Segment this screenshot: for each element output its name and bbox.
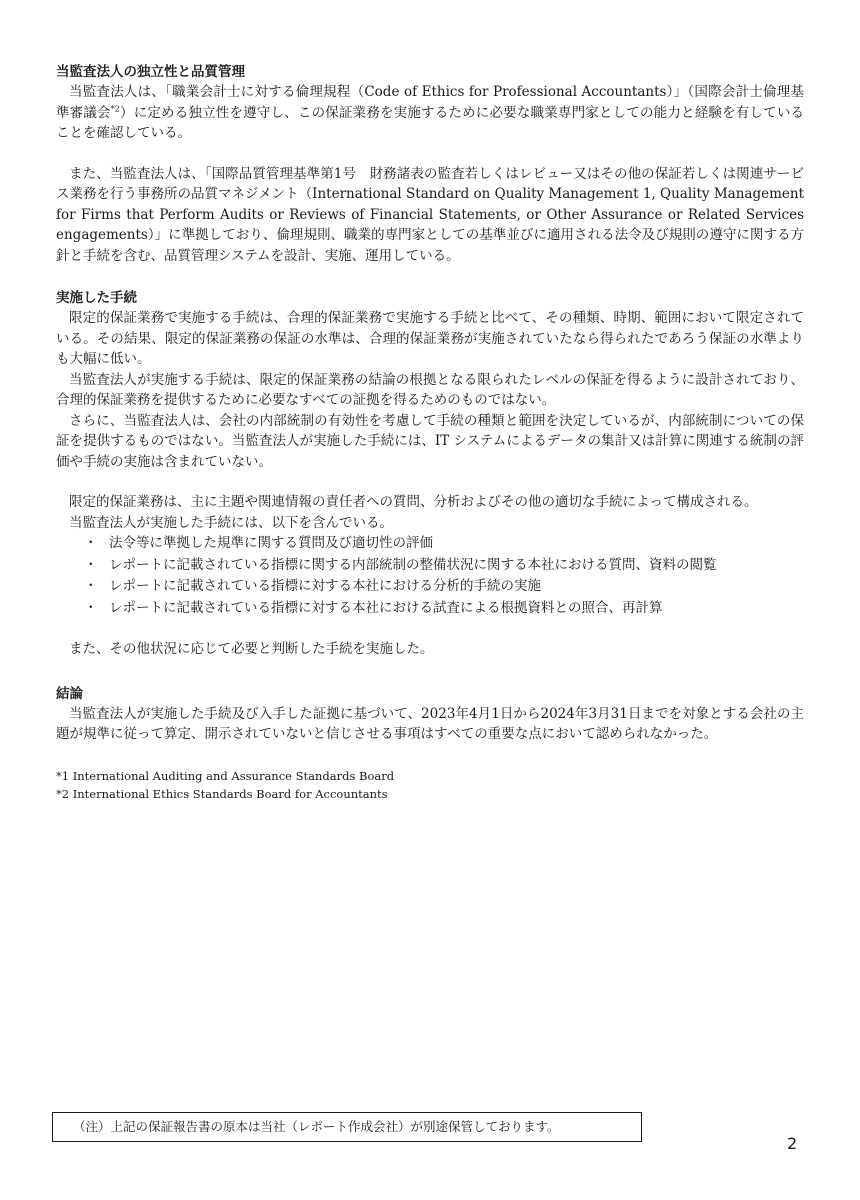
paragraph bbox=[56, 82, 804, 144]
paragraph: 限定的保証業務で実施する手続は、合理的保証業務で実施する手続と比べて、その種類、時期、範囲において限定されている。その結果、限定的保証業務の保証の水準は、合理的保証業務が実施されていたなら得られたであろう保証の水準よりも大幅に低い。 bbox=[56, 310, 804, 367]
spacer bbox=[56, 144, 804, 164]
list-item bbox=[84, 555, 804, 577]
footnotes bbox=[56, 767, 804, 803]
bullet-icon: ・ bbox=[84, 599, 98, 616]
page-number: 2 bbox=[787, 1134, 798, 1153]
paragraph: また、当監査法人は、「国際品質管理基準第1号 財務諸表の監査若しくはレビュー又はその他の保証若しくは関連サービス業務を行う事務所の品質マネジメント（International Standard on Quality Management 1, Quality Management for Firms that Perform Audits or Reviews of Financial Statements, or Other Assurance or Related Services engagements）」に準拠しており、倫理規則、職業的専門家としての基準並びに適用される法令及び規則の遵守に関する方針と手続を含む、品質管理システムを設計、実施、運用している。 bbox=[56, 165, 804, 264]
original-report-note: （注）上記の保証報告書の原本は当社（レポート作成会社）が別途保管しております。 bbox=[52, 1112, 642, 1142]
paragraph-text: 当監査法人は、「職業会計士に対する倫理規程（Code of Ethics for Professional Accountants）」（国際会計士倫理基準審議会 bbox=[56, 84, 804, 121]
list-item-text: レポートに記載されている指標に対する本社における試査による根拠資料との照合、再計算 bbox=[109, 599, 663, 616]
footnote: *2 International Ethics Standards Board for Accountants bbox=[56, 786, 388, 801]
bullet-icon: ・ bbox=[84, 535, 98, 551]
spacer bbox=[56, 472, 804, 492]
section-heading: 結論 bbox=[56, 685, 83, 702]
section-heading: 実施した手続 bbox=[56, 290, 137, 306]
spacer bbox=[56, 619, 804, 639]
paragraph: また、その他状況に応じて必要と判断した手続を実施した。 bbox=[69, 641, 434, 657]
list-item-text: 法令等に準拠した規準に関する質問及び適切性の評価 bbox=[109, 535, 433, 551]
paragraph: 当監査法人が実施する手続は、限定的保証業務の結論の根拠となる限られたレベルの保証を得るように設計されており、合理的保証業務を提供するために必要なすべての証拠を得るためのものではない。 bbox=[56, 371, 804, 408]
list-item bbox=[84, 533, 804, 555]
section-heading: 当監査法人の独立性と品質管理 bbox=[56, 64, 245, 80]
section-procedures bbox=[56, 288, 804, 660]
list-item bbox=[84, 598, 804, 620]
paragraph-text: ）に定める独立性を遵守し、この保証業務を実施するために必要な職業専門家としての能力と経験を有していることを確認している。 bbox=[56, 104, 804, 141]
bullet-icon: ・ bbox=[84, 578, 98, 594]
section-conclusion bbox=[56, 684, 804, 745]
footnote: *1 International Auditing and Assurance Standards Board bbox=[56, 768, 395, 783]
footnote-ref: *2 bbox=[110, 104, 120, 113]
paragraph: さらに、当監査法人は、会社の内部統制の有効性を考慮して手続の種類と範囲を決定しているが、内部統制についての保証を提供するものではない。当監査法人が実施した手続には、IT システムによるデータの集計又は計算に関連する統制の評価や手続の実施は含まれていない。 bbox=[56, 412, 804, 470]
paragraph: 当監査法人が実施した手続及び入手した証拠に基づいて、2023年4月1日から2024年3月31日までを対象とする会社の主題が規準に従って算定、開示されていないと信じさせる事項はすべての重要な点において認められなかった。 bbox=[56, 705, 804, 742]
list-item-text: レポートに記載されている指標に対する本社における分析的手続の実施 bbox=[109, 578, 541, 594]
paragraph: 当監査法人が実施した手続には、以下を含んでいる。 bbox=[69, 514, 393, 531]
list-item bbox=[84, 576, 804, 598]
list-item-text: レポートに記載されている指標に関する内部統制の整備状況に関する本社における質問、資料の閲覧 bbox=[109, 556, 717, 573]
paragraph: 限定的保証業務は、主に主題や関連情報の責任者への質問、分析およびその他の適切な手続によって構成される。 bbox=[69, 494, 758, 510]
bullet-icon: ・ bbox=[84, 556, 98, 573]
document-body bbox=[56, 62, 804, 803]
section-independence-quality bbox=[56, 62, 804, 266]
procedure-list bbox=[56, 533, 804, 619]
spacer bbox=[56, 660, 804, 684]
